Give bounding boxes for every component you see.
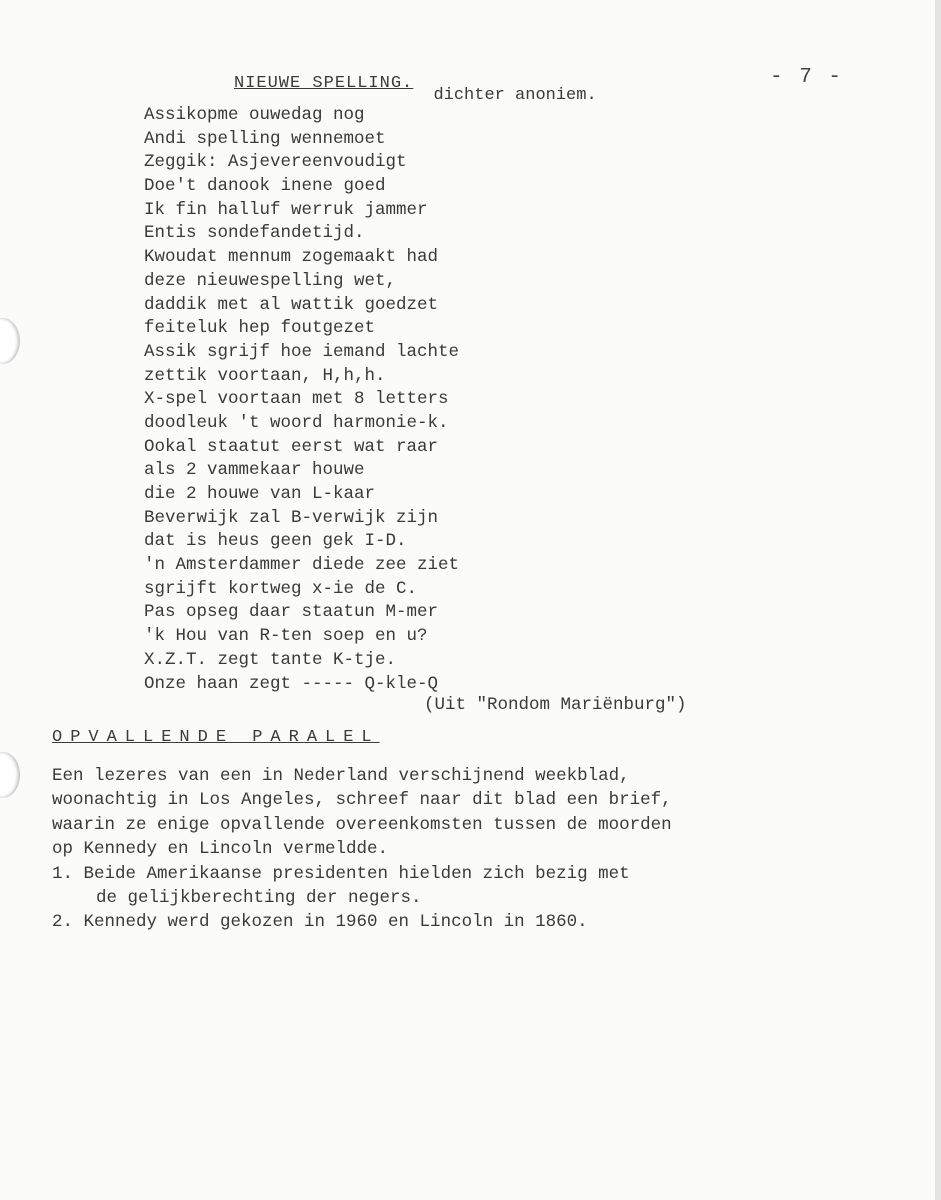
article-line: woonachtig in Los Angeles, schreef naar dit blad een brief, xyxy=(52,790,672,811)
article-line: waarin ze enige opvallende overeenkomsten tussen de moorden xyxy=(52,814,672,835)
article-line: Een lezeres van een in Nederland verschijnend weekblad, xyxy=(52,766,630,786)
page-edge xyxy=(935,0,941,1200)
article-body xyxy=(52,764,672,935)
poem-line: dat is heus geen gek I-D. xyxy=(144,531,407,552)
poem-line: Pas opseg daar staatun M-mer xyxy=(144,602,439,623)
poem-line: doodleuk 't woord harmonie-k. xyxy=(144,412,449,433)
poem-line: sgrijft kortweg x-ie de C. xyxy=(144,578,418,599)
poem-line: Assik sgrijf hoe iemand lachte xyxy=(144,341,460,362)
poem-line: Beverwijk zal B-verwijk zijn xyxy=(144,507,439,528)
article-list-item: 2. Kennedy werd gekozen in 1960 en Lincoln in 1860. xyxy=(52,912,588,933)
poem-line: Assikopme ouwedag nog xyxy=(144,105,365,125)
poem-source: (Uit "Rondom Mariënburg") xyxy=(424,695,687,715)
poem-line: Onze haan zegt ----- Q-kle-Q xyxy=(144,673,439,694)
poem-line: zettik voortaan, H,h,h. xyxy=(144,365,386,386)
poem-line: die 2 houwe van L-kaar xyxy=(144,484,376,504)
poem-line: 'k Hou van R-ten soep en u? xyxy=(144,626,428,647)
poem-line: feiteluk hep foutgezet xyxy=(144,318,376,339)
poem-title: NIEUWE SPELLING. xyxy=(234,74,414,93)
article-line: op Kennedy en Lincoln vermeldde. xyxy=(52,839,389,860)
poem-line: Zeggik: Asjevereenvoudigt xyxy=(144,152,407,173)
poem-line: Ik fin halluf werruk jammer xyxy=(144,199,428,220)
punch-hole xyxy=(0,752,20,798)
punch-hole xyxy=(0,318,20,364)
poem-line: 'n Amsterdammer diede zee ziet xyxy=(144,555,460,576)
article-list-item: 1. Beide Amerikaanse presidenten hielden zich bezig met xyxy=(52,863,630,884)
poem-line: Andi spelling wennemoet xyxy=(144,128,386,149)
page-number: - 7 - xyxy=(770,66,844,89)
article-heading: OPVALLENDE PARALEL xyxy=(52,728,380,747)
poem-line: X-spel voortaan met 8 letters xyxy=(144,389,449,410)
poem-line: Ookal staatut eerst wat raar xyxy=(144,436,439,457)
poem-line: Kwoudat mennum zogemaakt had xyxy=(144,247,439,268)
poem-line: daddik met al wattik goedzet xyxy=(144,294,439,315)
poem-line: Entis sondefandetijd. xyxy=(144,223,365,244)
article-list-continuation: de gelijkberechting der negers. xyxy=(96,887,422,908)
poem-header xyxy=(234,74,597,105)
poem-body xyxy=(144,104,459,696)
poem-line: Doe't danook inene goed xyxy=(144,176,386,197)
poem-line: als 2 vammekaar houwe xyxy=(144,460,365,481)
poem-author: dichter anoniem. xyxy=(433,86,597,105)
poem-line: deze nieuwespelling wet, xyxy=(144,270,397,291)
poem-line: X.Z.T. zegt tante K-tje. xyxy=(144,649,397,670)
